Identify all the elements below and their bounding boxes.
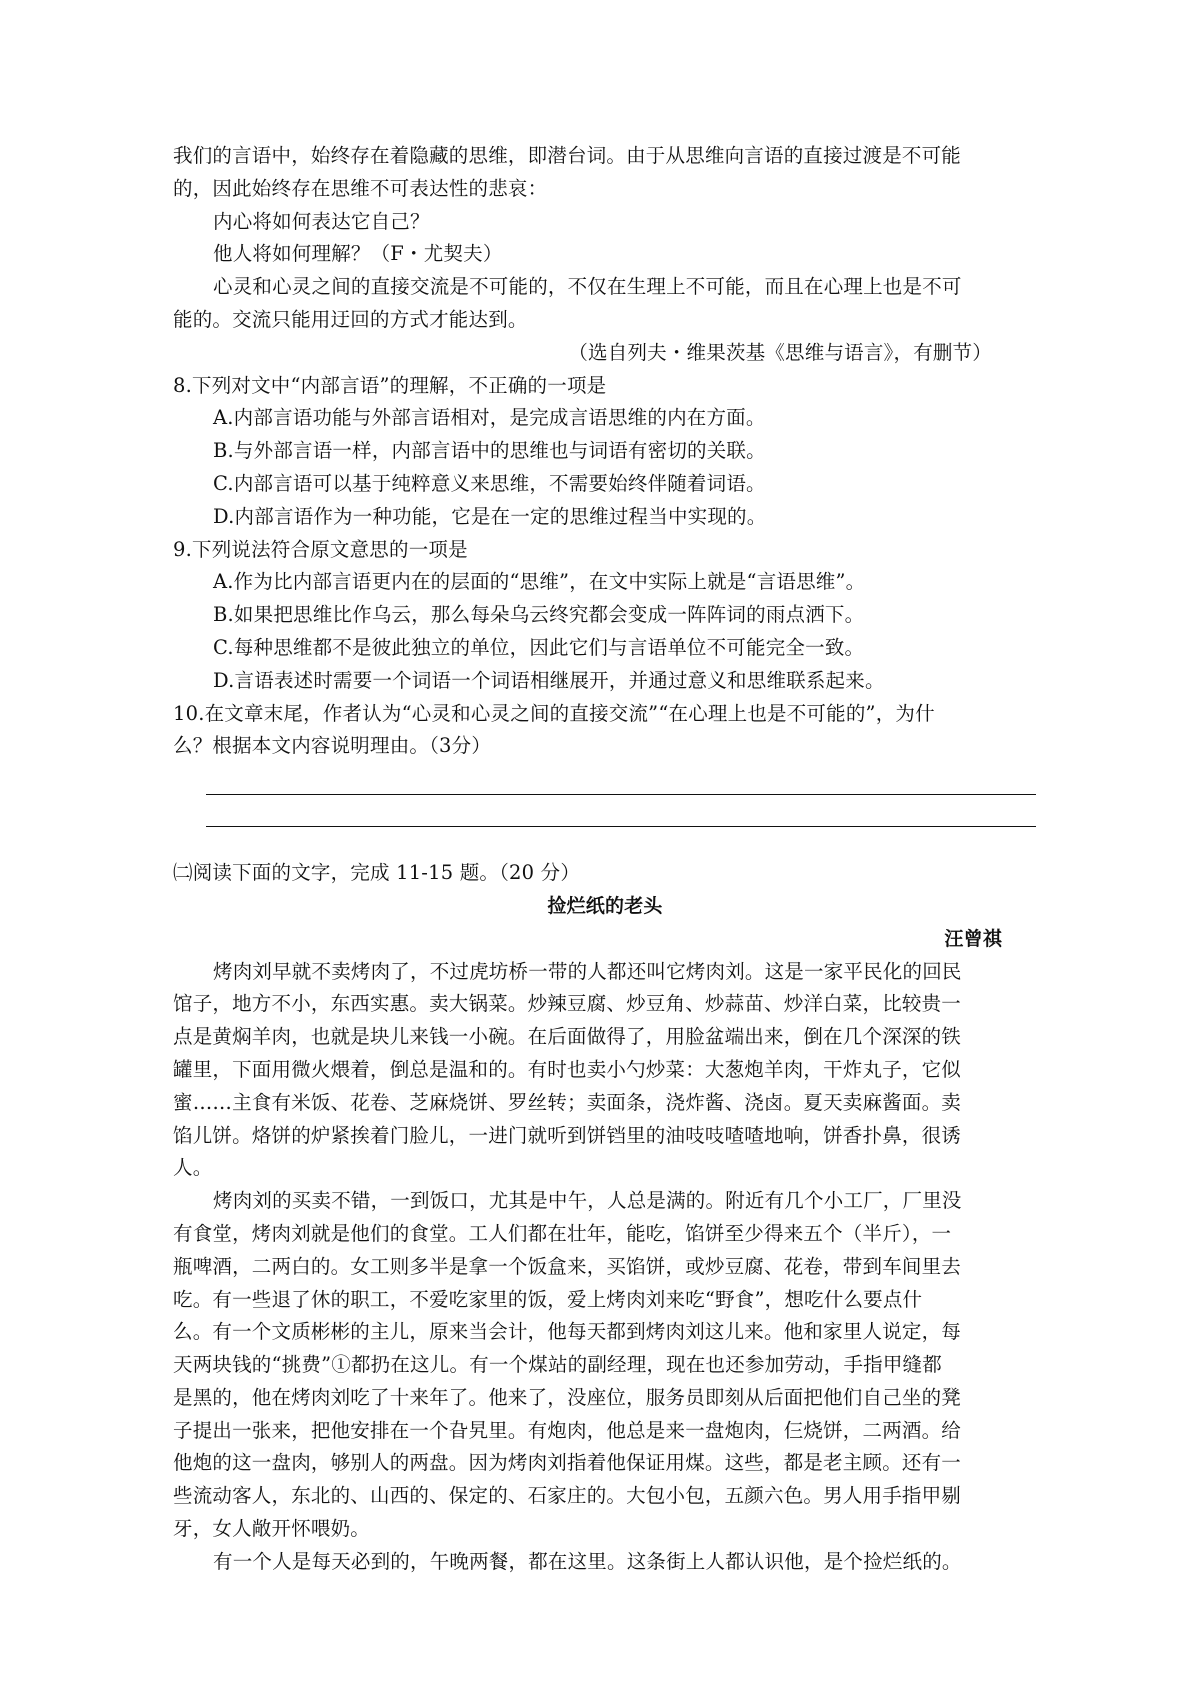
story-title: 捡烂纸的老头 [547,894,663,917]
question-stem: 么？根据本文内容说明理由。（3分） [173,734,492,758]
story-line: 烤肉刘的买卖不错，一到饭口，尤其是中午，人总是满的。附近有几个小工厂，厂里没 [213,1189,962,1213]
passage-line: 内心将如何表达它自己？ [213,209,430,233]
story-line: 子提出一张来，把他安排在一个旮旯里。有炮肉，他总是来一盘炮肉，仨烧饼，二两酒。给 [173,1418,962,1442]
option-b: B.与外部言语一样，内部言语中的思维也与词语有密切的关联。 [213,439,766,463]
passage-line: 他人将如何理解？（F・尤契夫） [213,242,503,266]
spacer [173,827,1037,857]
story-line: 天两块钱的“挑费”①都扔在这儿。有一个煤站的副经理，现在也还参加劳动，手指甲缝都 [173,1353,942,1377]
story-line: 馆子，地方不小，东西实惠。卖大锅菜。炒辣豆腐、炒豆角、炒蒜苗、炒洋白菜，比较贵一 [173,992,962,1016]
passage-line: 我们的言语中，始终存在着隐藏的思维，即潜台词。由于从思维向言语的直接过渡是不可能 [173,144,962,167]
story-line: 罐里，下面用微火煨着，倒总是温和的。有时也卖小勺炒菜：大葱炮羊肉，干炸丸子，它似 [173,1057,962,1081]
question-stem: 8.下列对文中“内部言语”的理解，不正确的一项是 [173,373,607,397]
option-d: D.内部言语作为一种功能，它是在一定的思维过程当中实现的。 [213,504,767,528]
story-line: 烤肉刘早就不卖烤肉了，不过虎坊桥一带的人都还叫它烤肉刘。这是一家平民化的回民 [213,959,962,983]
answer-line[interactable] [206,795,1036,827]
story-line: 是黑的，他在烤肉刘吃了十来年了。他来了，没座位，服务员即刻从后面把他们自己坐的凳 [173,1385,962,1409]
source-citation: （选自列夫・维果茨基《思维与语言》，有删节） [568,340,992,364]
story-line: 牙，女人敞开怀喂奶。 [173,1517,371,1541]
story-line: 吃。有一些退了休的职工，不爱吃家里的饭，爱上烤肉刘来吃“野食”，想吃什么要点什 [173,1287,923,1311]
story-line: 点是黄焖羊肉，也就是块儿来钱一小碗。在后面做得了，用脸盆端出来，倒在几个深深的铁 [173,1025,962,1049]
story-line: 蜜……主食有米饭、花卷、芝麻烧饼、罗丝转；卖面条，浇炸酱、浇卤。夏天卖麻酱面。卖 [173,1090,962,1114]
question-stem: 9.下列说法符合原文意思的一项是 [173,537,468,561]
story-author: 汪曾祺 [944,927,1002,950]
passage-line: 能的。交流只能用迂回的方式才能达到。 [173,307,528,331]
story-line: 些流动客人，东北的、山西的、保定的、石家庄的。大包小包，五颜六色。男人用手指甲剔 [173,1484,962,1508]
exam-page [173,140,1037,1579]
story-line: 瓶啤酒，二两白的。女工则多半是拿一个饭盒来，买馅饼，或炒豆腐、花卷，带到车间里去 [173,1254,962,1278]
story-line: 馅儿饼。烙饼的炉紧挨着门脸儿，一进门就听到饼铛里的油吱吱喳喳地响，饼香扑鼻，很诱 [173,1123,962,1147]
question-10 [173,698,1037,828]
section-2 [173,857,1037,1579]
option-d: D.言语表述时需要一个词语一个词语相继展开，并通过意义和思维联系起来。 [213,668,885,692]
question-stem: 10.在文章末尾，作者认为“心灵和心灵之间的直接交流”“在心理上也是不可能的”，为什 [173,701,935,725]
story-line: 有食堂，烤肉刘就是他们的食堂。工人们都在壮年，能吃，馅饼至少得来五个（半斤），一 [173,1221,952,1245]
option-a: A.作为比内部言语更内在的层面的“思维”，在文中实际上就是“言语思维”。 [213,570,866,594]
passage-line: 的，因此始终存在思维不可表达性的悲哀： [173,176,548,200]
passage-excerpt [173,140,1037,370]
story-line: 他炮的这一盘肉，够别人的两盘。因为烤肉刘指着他保证用煤。这些，都是老主顾。还有一 [173,1451,962,1475]
answer-line[interactable] [206,763,1036,795]
option-a: A.内部言语功能与外部言语相对，是完成言语思维的内在方面。 [213,406,766,430]
question-8 [173,370,1037,534]
story-line: 人。 [173,1156,213,1180]
option-b: B.如果把思维比作乌云，那么每朵乌云终究都会变成一阵阵词的雨点洒下。 [213,603,865,627]
passage-line: 心灵和心灵之间的直接交流是不可能的，不仅在生理上不可能，而且在心理上也是不可 [213,275,962,299]
question-9 [173,534,1037,698]
section-heading: ㈡阅读下面的文字，完成 11-15 题。（20 分） [173,861,581,885]
story-line: 么。有一个文质彬彬的主儿，原来当会计，他每天都到烤肉刘这儿来。他和家里人说定，每 [173,1320,962,1344]
option-c: C.每种思维都不是彼此独立的单位，因此它们与言语单位不可能完全一致。 [213,635,865,659]
story-line: 有一个人是每天必到的，午晚两餐，都在这里。这条街上人都认识他，是个捡烂纸的。 [213,1549,962,1573]
option-c: C.内部言语可以基于纯粹意义来思维，不需要始终伴随着词语。 [213,471,766,495]
